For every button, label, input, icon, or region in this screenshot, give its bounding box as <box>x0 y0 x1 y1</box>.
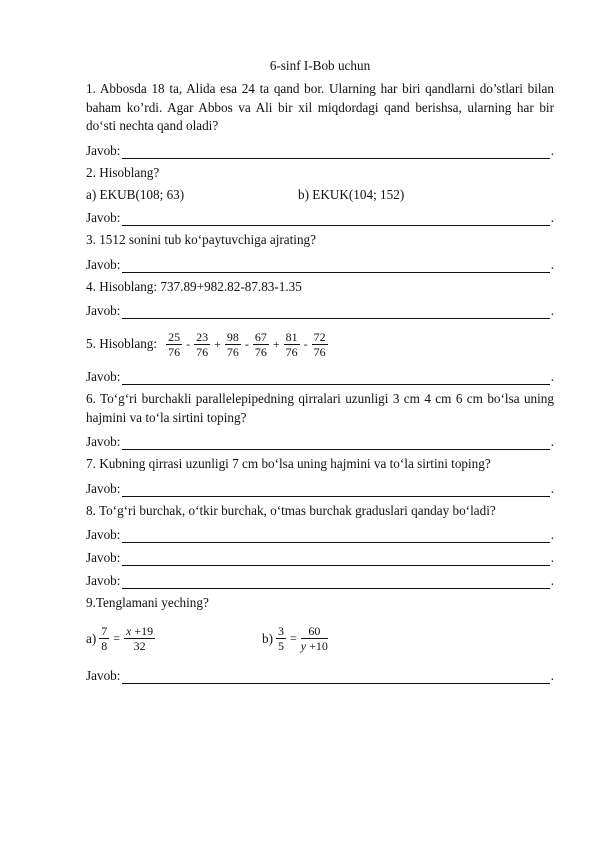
fraction-term <box>312 330 328 359</box>
fraction-term <box>166 330 182 359</box>
answer-blank[interactable] <box>122 574 549 589</box>
answer-line-7[interactable] <box>86 479 554 497</box>
question-7: 7. Kubning qirrasi uzunligi 7 cm bo‘lsa uning hajmini va to‘la sirtini toping? <box>86 456 491 471</box>
answer-blank[interactable] <box>122 482 549 497</box>
fraction-numerator: 7 <box>101 624 108 638</box>
operator: - <box>244 336 249 351</box>
equation-b <box>262 624 331 653</box>
answer-end: . <box>550 667 554 683</box>
worksheet <box>86 58 554 684</box>
operator: + <box>214 336 221 351</box>
fraction-numerator: 60 <box>308 624 321 638</box>
fraction-term <box>284 330 300 359</box>
equation-a-label: a) <box>86 630 97 646</box>
answer-line-4[interactable] <box>86 301 554 319</box>
operator: + <box>272 336 280 351</box>
answer-end: . <box>550 550 554 565</box>
fraction-denominator: 76 <box>285 344 298 359</box>
answer-label: Javob: <box>86 573 121 588</box>
fraction-numerator: 67 <box>254 329 267 344</box>
answer-label: Javob: <box>86 210 121 225</box>
question-2-part-b: b) EKUK(104; 152) <box>298 187 405 202</box>
question-1: 1. Abbosda 18 ta, Alida esa 24 ta qand bor. Ularning har biri qandlarni do’stlari bilan baham ko’rdi. Agar Abbos va Ali bir xil miqdordagi qand berishsa, ularning har bir do‘sti nechta qand oladi? <box>86 81 554 133</box>
answer-blank[interactable] <box>122 528 549 543</box>
fraction-left <box>276 624 286 653</box>
answer-line-8b[interactable] <box>86 548 554 566</box>
variable-y: y <box>300 639 307 653</box>
answer-end: . <box>550 573 554 588</box>
fraction-left <box>99 624 109 653</box>
answer-blank[interactable] <box>122 669 549 684</box>
answer-end: . <box>550 480 554 496</box>
answer-line-5[interactable] <box>86 367 554 385</box>
answer-label: Javob: <box>86 550 121 565</box>
equation-b-label: b) <box>262 630 273 646</box>
answer-label: Javob: <box>86 303 121 318</box>
question-6: 6. To‘g‘ri burchakli parallelepipedning qirralari uzunligi 3 cm 4 cm 6 cm bo‘lsa uning hajmini va to‘la sirtini toping? <box>86 391 554 425</box>
fraction-denominator <box>301 639 328 653</box>
equation-a <box>86 624 262 653</box>
answer-line-8c[interactable] <box>86 571 554 589</box>
answer-end: . <box>550 527 554 542</box>
answer-line-6[interactable] <box>86 432 554 450</box>
answer-label: Javob: <box>86 480 121 496</box>
answer-blank[interactable] <box>122 304 549 319</box>
question-9: 9.Tenglamani yeching? <box>86 595 209 610</box>
equals-sign: = <box>290 631 297 645</box>
question-2-part-a: a) EKUB(108; 63) <box>86 187 185 202</box>
fraction-numerator: 3 <box>278 624 284 638</box>
answer-label: Javob: <box>86 527 121 542</box>
fraction-denominator: 32 <box>133 639 146 653</box>
question-5-label: 5. Hisoblang: <box>86 336 158 351</box>
answer-end: . <box>550 369 554 384</box>
fraction-denominator: 76 <box>226 344 239 359</box>
answer-end: . <box>550 210 554 225</box>
question-2-parts <box>86 187 554 203</box>
question-2: 2. Hisoblang? <box>86 164 160 180</box>
answer-blank[interactable] <box>122 370 549 385</box>
fraction-denominator: 76 <box>196 344 209 359</box>
denominator-rest: +10 <box>306 639 328 653</box>
fraction-term <box>253 330 269 359</box>
fraction-term <box>194 330 210 359</box>
answer-line-2[interactable] <box>86 208 554 226</box>
equals-sign: = <box>113 631 121 645</box>
fraction-denominator: 76 <box>254 344 267 359</box>
answer-line-1[interactable] <box>86 141 554 159</box>
fraction-denominator: 8 <box>101 639 108 653</box>
variable-x: x <box>126 624 132 638</box>
answer-blank[interactable] <box>122 258 549 273</box>
fraction-numerator: 23 <box>196 329 209 344</box>
operator: - <box>303 336 308 351</box>
answer-end: . <box>550 142 554 158</box>
answer-line-9[interactable] <box>86 666 554 684</box>
answer-end: . <box>550 434 554 449</box>
question-8: 8. To‘g‘ri burchak, o‘tkir burchak, o‘tmas burchak graduslari qanday bo‘ladi? <box>86 502 496 518</box>
answer-blank[interactable] <box>122 211 549 226</box>
answer-line-8a[interactable] <box>86 525 554 543</box>
question-3: 3. 1512 sonini tub ko‘paytuvchiga ajrating? <box>86 232 317 247</box>
fraction-numerator: 72 <box>313 329 326 344</box>
answer-end: . <box>550 303 554 318</box>
question-9-equations <box>86 617 554 661</box>
answer-end: . <box>550 256 554 272</box>
fraction-numerator: 25 <box>168 329 181 344</box>
answer-label: Javob: <box>86 369 121 384</box>
fraction-denominator: 5 <box>278 639 284 653</box>
answer-line-3[interactable] <box>86 255 554 273</box>
numerator-rest: +19 <box>131 624 154 638</box>
fraction-denominator: 76 <box>313 344 326 359</box>
answer-blank[interactable] <box>122 144 549 159</box>
fraction-numerator <box>124 624 155 638</box>
fraction-numerator: 81 <box>285 329 298 344</box>
answer-label: Javob: <box>86 434 121 449</box>
fraction-term <box>225 330 241 359</box>
page-title: 6-sinf I-Bob uchun <box>269 58 371 73</box>
fraction-numerator: 98 <box>226 329 239 344</box>
fraction-right <box>301 624 328 653</box>
answer-label: Javob: <box>86 142 121 158</box>
answer-label: Javob: <box>86 256 121 272</box>
question-4: 4. Hisoblang: 737.89+982.82-87.83-1.35 <box>86 278 302 294</box>
answer-blank[interactable] <box>122 551 549 566</box>
fraction-denominator: 76 <box>168 344 181 359</box>
answer-blank[interactable] <box>122 435 549 450</box>
fraction-right <box>124 624 155 653</box>
answer-label: Javob: <box>86 667 121 683</box>
question-5 <box>86 323 554 365</box>
operator: - <box>186 336 191 351</box>
